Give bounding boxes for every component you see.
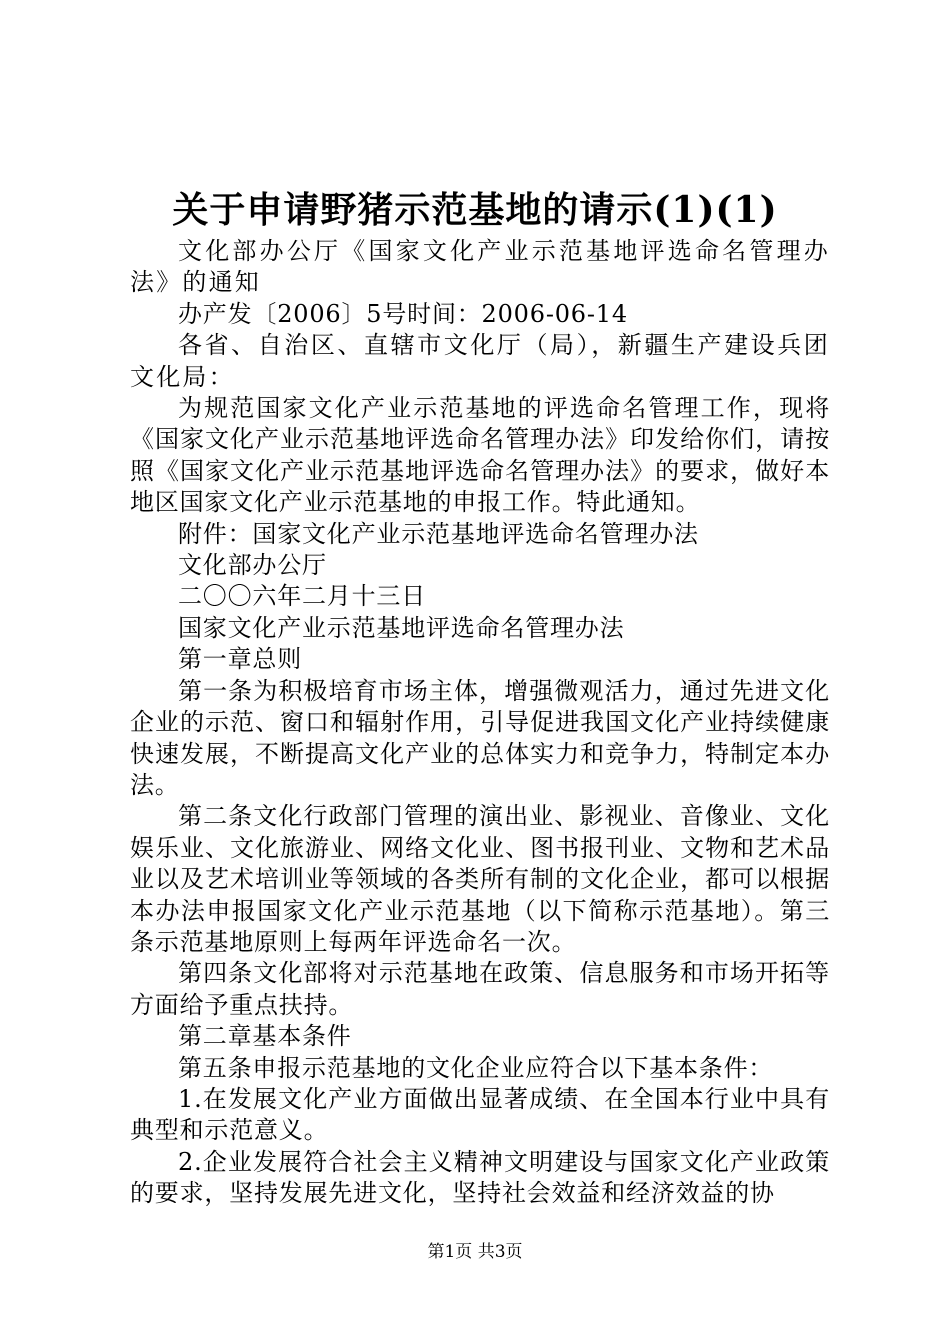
paragraph-article-5: 第五条申报示范基地的文化企业应符合以下基本条件： bbox=[178, 1053, 774, 1082]
paragraph-chapter-2: 第二章基本条件 bbox=[178, 1022, 352, 1051]
paragraph-document-number: 办产发〔2006〕5号时间：2006-06-14 bbox=[178, 299, 628, 328]
page-footer: 第1页 共3页 bbox=[427, 1242, 523, 1262]
document-title: 关于申请野猪示范基地的请示(1)(1) bbox=[172, 189, 778, 231]
document-body bbox=[130, 236, 830, 1210]
paragraph-issuer: 文化部办公厅 bbox=[178, 551, 327, 580]
paragraph-article-2-3: 第二条文化行政部门管理的演出业、影视业、音像业、文化娱乐业、文化旅游业、网络文化业、图书报刊业、文物和艺术品业以及艺术培训业等领域的各类所有制的文化企业，都可以根据本办法申报国家文化产业示范基地（以下简称示范基地）。第三条示范基地原则上每两年评选命名一次。 bbox=[130, 802, 830, 956]
paragraph-notice-body: 为规范国家文化产业示范基地的评选命名管理工作，现将《国家文化产业示范基地评选命名管理办法》印发给你们，请按照《国家文化产业示范基地评选命名管理办法》的要求，做好本地区国家文化产业示范基地的申报工作。特此通知。 bbox=[130, 394, 830, 517]
paragraph-condition-1: 1.在发展文化产业方面做出显著成绩、在全国本行业中具有典型和示范意义。 bbox=[130, 1084, 830, 1145]
paragraph-date: 二〇〇六年二月十三日 bbox=[178, 582, 426, 611]
paragraph-article-4: 第四条文化部将对示范基地在政策、信息服务和市场开拓等方面给予重点扶持。 bbox=[130, 959, 830, 1019]
paragraph-attachment: 附件：国家文化产业示范基地评选命名管理办法 bbox=[178, 519, 699, 548]
paragraph-chapter-1: 第一章总则 bbox=[178, 645, 302, 674]
paragraph-notice-heading: 文化部办公厅《国家文化产业示范基地评选命名管理办法》的通知 bbox=[130, 237, 830, 297]
paragraph-measures-title: 国家文化产业示范基地评选命名管理办法 bbox=[178, 613, 625, 642]
paragraph-addressee: 各省、自治区、直辖市文化厅（局），新疆生产建设兵团文化局： bbox=[130, 331, 830, 391]
paragraph-condition-2: 2.企业发展符合社会主义精神文明建设与国家文化产业政策的要求，坚持发展先进文化，坚持社会效益和经济效益的协 bbox=[130, 1147, 830, 1208]
paragraph-article-1: 第一条为积极培育市场主体，增强微观活力，通过先进文化企业的示范、窗口和辐射作用，引导促进我国文化产业持续健康快速发展，不断提高文化产业的总体实力和竞争力，特制定本办法。 bbox=[130, 676, 830, 799]
